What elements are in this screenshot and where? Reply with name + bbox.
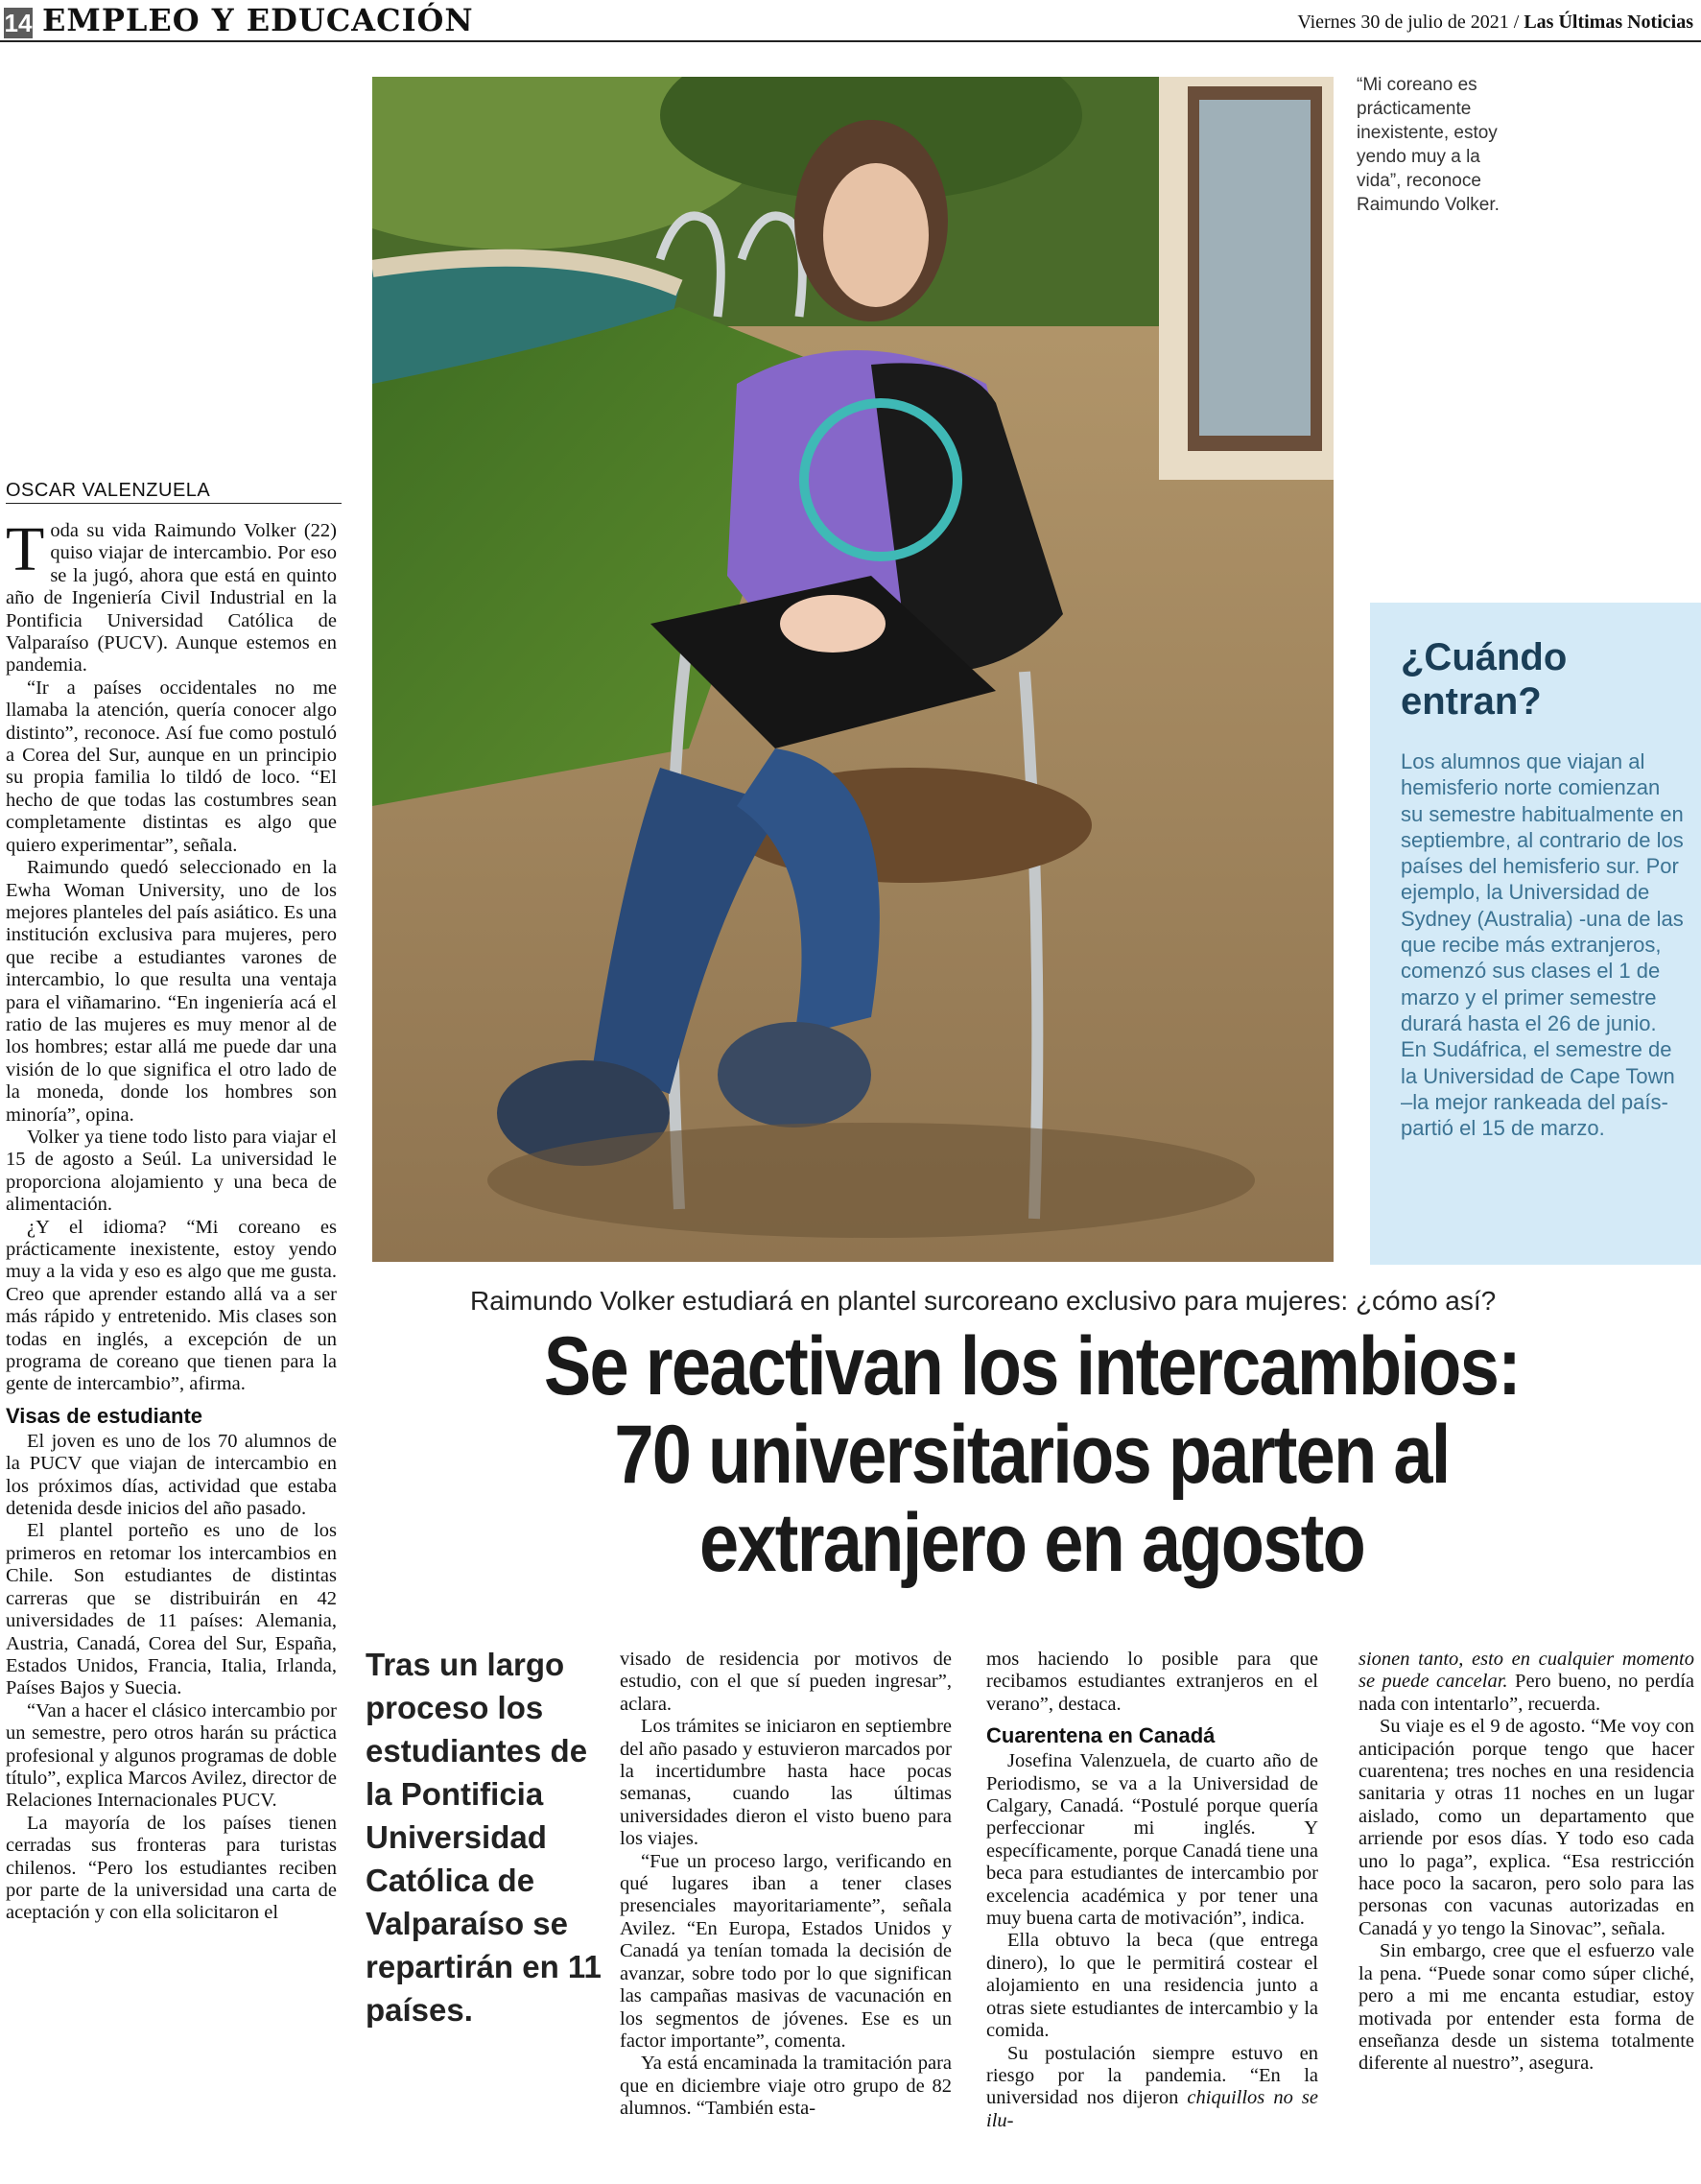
dateline <box>1297 12 1693 34</box>
headline-line: extranjero en agosto <box>698 1497 1365 1589</box>
article-column-2 <box>620 1649 952 2121</box>
byline: OSCAR VALENZUELA <box>6 480 211 501</box>
subheading: Cuarentena en Canadá <box>986 1723 1216 1748</box>
sidebar-title: ¿Cuándo entran? <box>1401 636 1568 723</box>
dateline-separator: / <box>1508 12 1524 33</box>
paragraph: ¿Y el idioma? “Mi coreano es prácticamente inexistente, estoy yendo muy a la vida y eso es algo que me gusta. Creo que aprender estando allá va a ser más rápido y entretenido. Mis clases son todas en inglés, a excepción de un programa de coreano que tienen para la gente de intercambio”, afirma. <box>6 1216 337 1395</box>
paragraph: Volker ya tiene todo listo para viajar el 15 de agosto a Seúl. La universidad le proporciona alojamiento y una beca de alimentación. <box>6 1126 337 1216</box>
photo-caption: “Mi coreano es prácticamente inexistente, estoy yendo muy a la vida”, reconoce Raimundo Volker. <box>1357 75 1500 215</box>
paragraph: La mayoría de los países tienen cerradas sus fronteras para turistas chilenos. “Pero los estudiantes reciben por parte de la universidad una carta de aceptación y con ella solicitaron el <box>6 1812 337 1924</box>
paragraph: Ya está encaminada la tramitación para que en diciembre viaje otro grupo de 82 alumnos. “También esta- <box>620 2053 952 2120</box>
section-title: EMPLEO Y EDUCACIÓN <box>42 2 474 38</box>
subheading: Visas de estudiante <box>6 1403 203 1428</box>
drop-cap: T <box>6 514 45 584</box>
paragraph: “Ir a países occidentales no me llamaba la atención, quería conocer algo distinto”, reconoce. Así fue como postuló a Corea del Sur, aunque en un principio su propia familia lo tildó de loco. “El hecho de que todas las costumbres sean completamente distintas es algo que quiero experimentar”, señala. <box>6 677 337 856</box>
paragraph: Su postulación siempre estuvo en riesgo por la pandemia. “En la universidad nos dijeron chiquillos no se ilu- <box>986 2042 1318 2131</box>
headline-line: 70 universitarios parten al <box>614 1409 1450 1501</box>
paragraph: Toda su vida Raimundo Volker (22) quiso viajar de intercambio. Por eso se la jugó, ahora que está en quinto año de Ingeniería Civil Industrial en la Pontificia Universidad Católica de Valparaíso (PUCV). Aunque estemos en pandemia. <box>6 514 337 677</box>
headline <box>457 1322 1608 1587</box>
paragraph: El plantel porteño es uno de los primeros en retomar los intercambios en Chile. Son estudiantes de distintas carreras que se distribuirán en 42 universidades de 11 países: Alemania, Austria, Canadá, Corea del Sur, España, Estados Unidos, Francia, Italia, Irlanda, Países Bajos y Suecia. <box>6 1520 337 1699</box>
issue-date: Viernes 30 de julio de 2021 <box>1297 12 1509 33</box>
paragraph: Josefina Valenzuela, de cuarto año de Periodismo, se va a la Universidad de Calgary, Canadá. “Postulé porque quería perfeccionar mi inglés. Y específicamente, porque Canadá tiene una beca para estudiantes de intercambio por excelencia académica y por tener una muy buena carta de motivación”, indica. <box>986 1750 1318 1930</box>
article-column-4 <box>1358 1649 1694 2076</box>
paragraph: Su viaje es el 9 de agosto. “Me voy con anticipación porque tengo que hacer cuarentena; tres noches en una residencia sanitaria y otras 11 noches en un lugar aislado, como un departamento que arriende por esos días. Y todo eso cada uno lo paga”, explica. “Esa restricción hace poco la sacaron, pero solo para las personas con vacunas autorizadas en Canadá y yo tengo la Sinovac”, señala. <box>1358 1716 1694 1939</box>
paragraph: Ella obtuvo la beca (que entrega dinero), lo que le permitirá costear el alojamiento en una residencia junto a otras siete estudiantes de intercambio y la comida. <box>986 1930 1318 2042</box>
article-column-3 <box>986 1649 1318 2132</box>
lead-summary: Tras un largo proceso los estudiantes de la Pontificia Universidad Católica de Valparaíso se repartirán en 11 países. <box>366 1647 602 2028</box>
paragraph: sionen tanto, esto en cualquier momento se puede cancelar. Pero bueno, no perdía nada con intentarlo”, recuerda. <box>1358 1649 1694 1715</box>
publication-name: Las Últimas Noticias <box>1524 12 1693 33</box>
headline-line: Se reactivan los intercambios: <box>543 1320 1521 1412</box>
paragraph: “Fue un proceso largo, verificando en qué lugares iban a tener clases presenciales mayoritariamente”, señala Avilez. “En Europa, Estados Unidos y Canadá ya tenían tomada la decisión de avanzar, sobre todo por lo que significan las campañas masivas de vacunación en los segmentos de jóvenes. Ese es un factor importante”, comenta. <box>620 1850 952 2052</box>
paragraph: mos haciendo lo posible para que recibamos estudiantes extranjeros en el verano”, destaca. <box>986 1649 1318 1715</box>
byline-rule <box>6 503 342 504</box>
article-column-1 <box>6 514 337 1925</box>
paragraph: Sin embargo, cree que el esfuerzo vale la pena. “Puede sonar como súper cliché, pero a mi me encanta estudiar, estoy motivada por entender esta forma de enseñanza desde un sistema totalmente diferente al nuestro”, asegura. <box>1358 1940 1694 2075</box>
paragraph: Raimundo quedó seleccionado en la Ewha Woman University, uno de los mejores planteles del país asiático. Es una institución exclusiva para mujeres, pero que recibe a estudiantes varones de intercambio, lo que resulta una ventaja para el viñamarino. “En ingeniería acá el ratio de las mujeres es muy menor al de los hombres; estar allá me puede dar una visión de lo que significa el otro lado de la moneda, donde los hombres son minoría”, opina. <box>6 857 337 1126</box>
paragraph: visado de residencia por motivos de estudio, con el que sí pueden ingresar”, aclara. <box>620 1649 952 1715</box>
sidebar-text: Los alumnos que viajan al hemisferio norte comienzan su semestre habitualmente en septiembre, al contrario de los países del hemisferio sur. Por ejemplo, la Universidad de Sydney (Australia) -una de las que recibe más extranjeros, comenzó sus clases el 1 de marzo y el primer semestre durará hasta el 26 de junio. En Sudáfrica, el semestre de la Universidad de Cape Town –la mejor rankeada del país- partió el 15 de marzo. <box>1401 749 1684 1141</box>
main-photo <box>372 77 1334 1262</box>
paragraph: “Van a hacer el clásico intercambio por un semestre, pero otros harán su práctica profesional y algunos programas de doble título”, explica Marcos Avilez, director de Relaciones Internacionales PUCV. <box>6 1699 337 1812</box>
kicker: Raimundo Volker estudiará en plantel surcoreano exclusivo para mujeres: ¿cómo así? <box>470 1286 1497 1316</box>
paragraph: Los trámites se iniciaron en septiembre del año pasado y estuvieron marcados por la incertidumbre hasta hace pocas semanas, cuando las últimas universidades dieron el visto bueno para los viajes. <box>620 1716 952 1850</box>
paragraph: El joven es uno de los 70 alumnos de la PUCV que viajan de intercambio en los próximos días, actividad que estaba detenida desde inicios del año pasado. <box>6 1430 337 1520</box>
page-number: 14 <box>4 9 33 37</box>
photo-student-on-chair <box>372 77 1334 1262</box>
masthead-rule <box>0 40 1701 42</box>
